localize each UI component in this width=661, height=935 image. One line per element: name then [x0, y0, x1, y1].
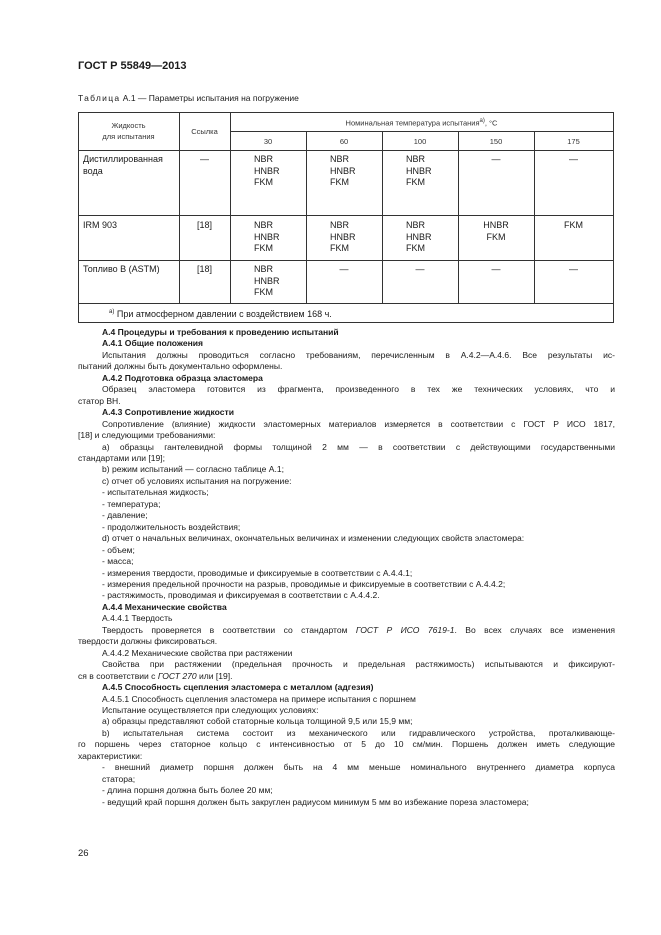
row-cell: NBR HNBR FKM	[330, 220, 356, 253]
row-cell: FKM	[564, 220, 583, 230]
header-temperature-label: Номинальная температура испытания	[345, 118, 480, 128]
paragraph-line: статор ВН.	[78, 395, 121, 406]
paragraph-line: [18] и следующими требованиями:	[78, 430, 216, 441]
list-item: - продолжительность воздействия;	[102, 521, 241, 532]
row-cell: —	[415, 264, 425, 274]
row-reference: —	[200, 154, 209, 164]
header-temperature-footnote-mark: а)	[479, 118, 485, 124]
paragraph-line: Образец эластомера готовится из фрагмента, произведенного в тех же технических условиях, что и	[102, 384, 615, 395]
row-cell: NBR HNBR FKM	[330, 154, 356, 187]
header-temp-100: 100	[413, 137, 427, 146]
header-temperature	[230, 116, 613, 129]
immersion-test-table	[78, 112, 613, 330]
list-item: - длина поршня должна быть более 20 мм;	[102, 785, 273, 796]
footnote-text: При атмосферном давлении с воздействием 168 ч.	[114, 309, 332, 319]
standard-reference: ГОСТ 270	[157, 670, 197, 681]
paragraph-line: Испытание осуществляется при следующих условиях:	[102, 704, 319, 715]
table-footnote	[109, 307, 609, 321]
header-reference: Ссылка	[191, 127, 218, 136]
list-item: а) образцы представляют собой статорные кольца толщиной 9,5 или 15,9 мм;	[102, 716, 413, 727]
paragraph-line	[78, 625, 615, 636]
list-item: - масса;	[102, 556, 134, 567]
list-item: b) режим испытаний — согласно таблице А.1;	[102, 464, 284, 475]
table-caption	[78, 93, 299, 103]
row-cell: NBR HNBR FKM	[254, 220, 280, 253]
subsection-heading: А.4.3 Сопротивление жидкости	[102, 407, 234, 418]
row-reference: [18]	[196, 220, 212, 230]
list-item: - температура;	[102, 498, 161, 509]
document-body	[78, 327, 615, 808]
header-temp-60: 60	[339, 137, 349, 146]
list-item: b) испытательная система состоит из механического или гидравлического устройства, проталкивающе-	[102, 727, 615, 738]
text-run: . Во всех случаях все изменения	[454, 624, 615, 635]
row-cell: NBR HNBR FKM	[406, 220, 432, 253]
paragraph-line	[78, 671, 615, 682]
paragraph-line: го поршень через статорное кольцо с интенсивностью от 5 до 10 см/мин. Поршень должен иметь следующие	[78, 739, 615, 750]
list-item: - испытательная жидкость;	[102, 487, 209, 498]
header-temp-30: 30	[263, 137, 273, 146]
header-temp-175: 175	[567, 137, 580, 146]
subsubsection-heading: А.4.4.1 Твердость	[102, 613, 173, 624]
table-caption-label: Таблица	[78, 93, 121, 103]
row-fluid: Дистиллированная вода	[83, 154, 163, 176]
paragraph-line: Испытания должны проводиться согласно требованиям, перечисленным в А.4.2—А.4.6. Все результаты ис-	[102, 349, 615, 360]
subsection-heading: А.4.5 Способность сцепления эластомера с металлом (адгезия)	[102, 682, 374, 693]
text-run: ся в соответствии с	[78, 670, 158, 681]
paragraph-line: Свойства при растяжении (предельная прочность и предельная растяжимость) испытываются и фиксируют-	[102, 659, 615, 670]
row-cell: —	[339, 264, 349, 274]
standard-reference: ГОСТ Р ИСО 7619-1	[355, 624, 455, 635]
row-reference: [18]	[196, 264, 212, 274]
row-cell: —	[491, 154, 501, 164]
list-item: - измерения предельной прочности на разрыв, проводимые и фиксируемые в соответствии с А.4.4.2;	[102, 578, 506, 589]
list-item: - измерения твердости, проводимые и фиксируемые в соответствии с А.4.4.1;	[102, 567, 413, 578]
section-heading: А.4 Процедуры и требования к проведению испытаний	[102, 327, 339, 337]
list-item: - ведущий край поршня должен быть закруглен радиусом минимум 5 мм во избежание пореза эластомера;	[102, 796, 529, 807]
row-cell: NBR HNBR FKM	[254, 154, 280, 187]
document-code-header: ГОСТ Р 55849—2013	[78, 60, 187, 72]
subsection-heading: А.4.1 Общие положения	[102, 338, 204, 349]
text-run: Твердость проверяется в соответствии со стандартом	[102, 624, 356, 635]
row-fluid: IRM 903	[83, 220, 118, 230]
list-item: - растяжимость, проводимая и фиксируемая в соответствии с А.4.4.2.	[102, 590, 380, 601]
row-cell: —	[569, 264, 578, 274]
list-item: - давление;	[102, 510, 148, 521]
list-item: с) отчет об условиях испытания на погружение:	[102, 475, 292, 486]
row-cell: HNBR FKM	[483, 220, 509, 242]
paragraph-line: пытаний должны быть документально оформлены.	[78, 361, 283, 372]
subsubsection-heading: А.4.4.2 Механические свойства при растяжении	[102, 647, 293, 658]
list-item: - объем;	[102, 544, 135, 555]
row-cell: —	[569, 154, 578, 164]
row-fluid: Топливо В (ASTM)	[83, 264, 160, 274]
paragraph-line: Сопротивление (влияние) жидкости эластомерных материалов измеряется в соответствии с ГОСТ Р ИСО 1817,	[102, 418, 615, 429]
paragraph-line: твердости должны фиксироваться.	[78, 636, 218, 647]
list-item: - внешний диаметр поршня должен быть на 4 мм меньше номинального внутреннего диаметра корпуса	[102, 762, 615, 773]
row-cell: NBR HNBR FKM	[406, 154, 432, 187]
page-number: 26	[78, 848, 89, 859]
subsection-heading: А.4.2 Подготовка образца эластомера	[102, 372, 263, 383]
footnote-mark: а)	[109, 309, 115, 315]
paragraph-line: стандартами или [19];	[78, 452, 166, 463]
row-cell: —	[491, 264, 501, 274]
text-run: или [19].	[196, 670, 233, 681]
paragraph-line: а) образцы гантелевидной формы толщиной 2 мм — в соответствии с действующими государственными	[102, 441, 615, 452]
paragraph-line: статора;	[102, 773, 136, 784]
header-temperature-unit: , °С	[484, 118, 498, 128]
table-caption-text: А.1 — Параметры испытания на погружение	[120, 93, 299, 103]
header-fluid: Жидкость для испытания	[102, 121, 155, 141]
header-temp-150: 150	[489, 137, 503, 146]
list-item: d) отчет о начальных величинах, окончательных величинах и изменении следующих свойств эластомера:	[102, 533, 525, 544]
row-cell: NBR HNBR FKM	[254, 264, 280, 297]
subsection-heading: А.4.4 Механические свойства	[102, 601, 227, 612]
subsubsection-heading: А.4.5.1 Способность сцепления эластомера на примере испытания с поршнем	[102, 693, 416, 704]
paragraph-line: характеристики:	[78, 750, 143, 761]
